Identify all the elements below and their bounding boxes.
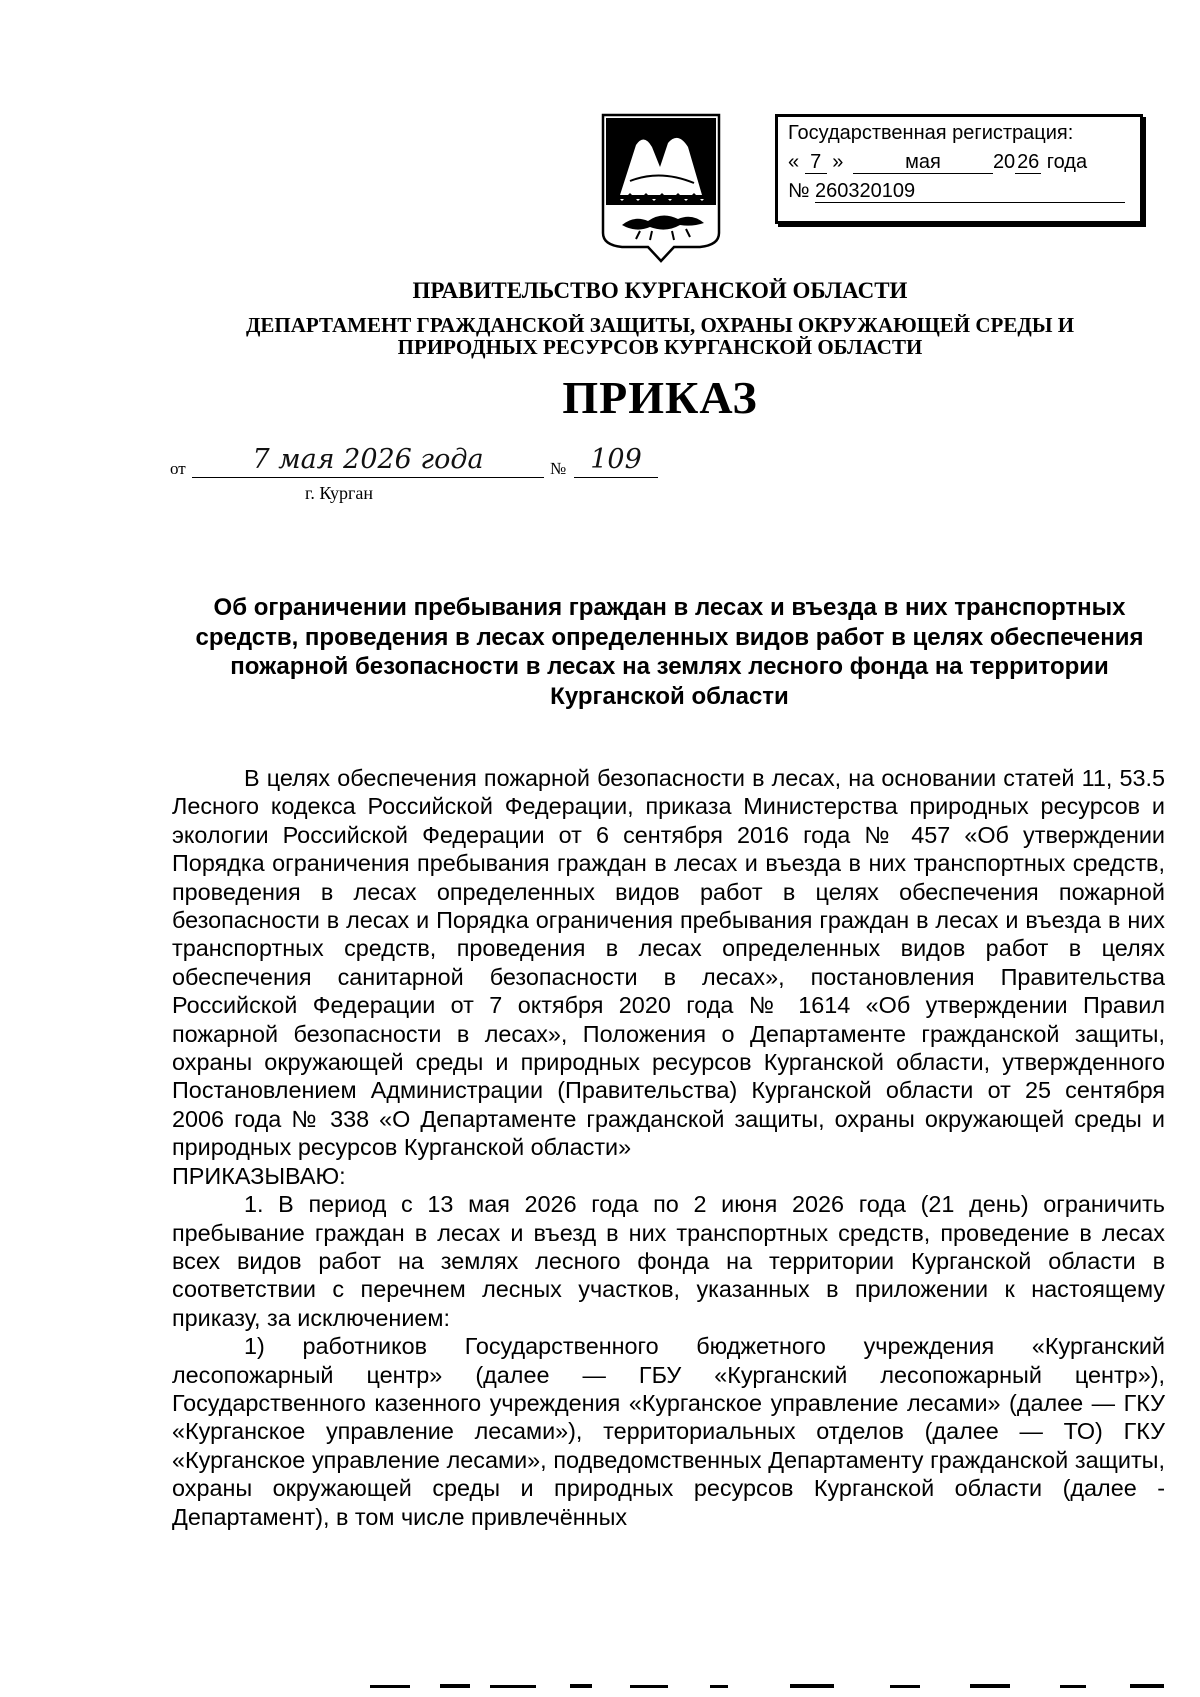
registration-year-prefix: 20 xyxy=(992,151,1016,173)
order-number-handwritten: 109 xyxy=(574,445,658,478)
registration-year-word: года xyxy=(1046,151,1088,173)
order-date-handwritten: 7 мая 2026 года xyxy=(192,445,544,478)
registration-number-label: № xyxy=(788,180,810,202)
paragraph-item-1: 1. В период с 13 мая 2026 года по 2 июня 2026 года (21 день) ограничить пребывание граждан в лесах и въезд в них транспортных средств, проведение в лесах всех видов работ на землях лесного фонда на территории Курганской области в соответствии с перечнем лесных участков, указанных в приложении к настоящему приказу, за исключением: xyxy=(172,1191,1165,1331)
department-line-2: ПРИРОДНЫХ РЕСУРСОВ КУРГАНСКОЙ ОБЛАСТИ xyxy=(397,335,923,359)
registration-day: 7 xyxy=(805,151,827,174)
order-number-label: № xyxy=(550,459,567,478)
registration-year-suffix: 26 xyxy=(1017,151,1040,173)
registration-day-open: « xyxy=(788,151,800,173)
cut-off-line-marks xyxy=(370,1683,1190,1689)
order-from-label: от xyxy=(170,459,186,478)
doc-type-heading: ПРИКАЗ xyxy=(562,372,758,423)
order-place: г. Курган xyxy=(305,483,374,503)
registration-month: мая xyxy=(853,151,993,174)
registration-day-close: » xyxy=(832,151,844,173)
registration-box xyxy=(775,114,1143,224)
paragraph-item-1-1: 1) работников Государственного бюджетного учреждения «Курганский лесопожарный центр» (далее — ГБУ «Курганский лесопожарный центр»), Государственного казенного учреждения «Курганское управление лесами» (далее — ГКУ «Курганское управление лесами»), территориальных отделов (далее — ТО) ГКУ «Курганское управление лесами», подведомственных Департаменту гражданской защиты, охраны окружающей среды и природных ресурсов Курганской области (далее - Департамент), в том числе привлечённых xyxy=(172,1333,1165,1530)
department-line-1: ДЕПАРТАМЕНТ ГРАЖДАНСКОЙ ЗАЩИТЫ, ОХРАНЫ ОКРУЖАЮЩЕЙ СРЕДЫ И xyxy=(245,313,1075,337)
department-header xyxy=(0,314,1200,358)
registration-number: 260320109 xyxy=(815,180,1125,203)
document-body xyxy=(172,764,1165,1531)
paragraph-preamble: В целях обеспечения пожарной безопасности в лесах, на основании статей 11, 53.5 Лесного кодекса Российской Федерации, приказа Министерства природных ресурсов и экологии Российской Федерации от 6 сентября 2016 года № 457 «Об утверждении Порядка ограничения пребывания граждан в лесах и въезда в них транспортных средств, проведения в лесах определенных видов работ в целях обеспечения пожарной безопасности в лесах и Порядка ограничения пребывания граждан в лесах и въезда в них транспортных средств, проведения в лесах определенных видов работ в целях обеспечения санитарной безопасности в лесах», постановления Правительства Российской Федерации от 7 октября 2020 года № 1614 «Об утверждении Правил пожарной безопасности в лесах», Положения о Департаменте гражданской защиты, охраны окружающей среды и природных ресурсов Курганской области, утвержденного Постановлением Администрации (Правительства) Курганской области от 25 сентября 2006 года № 338 «О Департаменте гражданской защиты, охраны окружающей среды и природных ресурсов Курганской области» xyxy=(172,765,1165,1161)
coat-of-arms-icon xyxy=(600,113,722,263)
document-title: Об ограничении пребывания граждан в лесах и въезда в них транспортных средств, проведения в лесах определенных видов работ в целях обеспечения пожарной безопасности в лесах на землях лесного фонда на территории Курганской области xyxy=(195,594,1144,710)
government-header: ПРАВИТЕЛЬСТВО КУРГАНСКОЙ ОБЛАСТИ xyxy=(412,278,908,303)
order-word: ПРИКАЗЫВАЮ: xyxy=(172,1162,346,1189)
registration-date xyxy=(788,148,1130,177)
registration-number-row xyxy=(788,177,1130,206)
registration-title: Государственная регистрация: xyxy=(788,122,1074,144)
